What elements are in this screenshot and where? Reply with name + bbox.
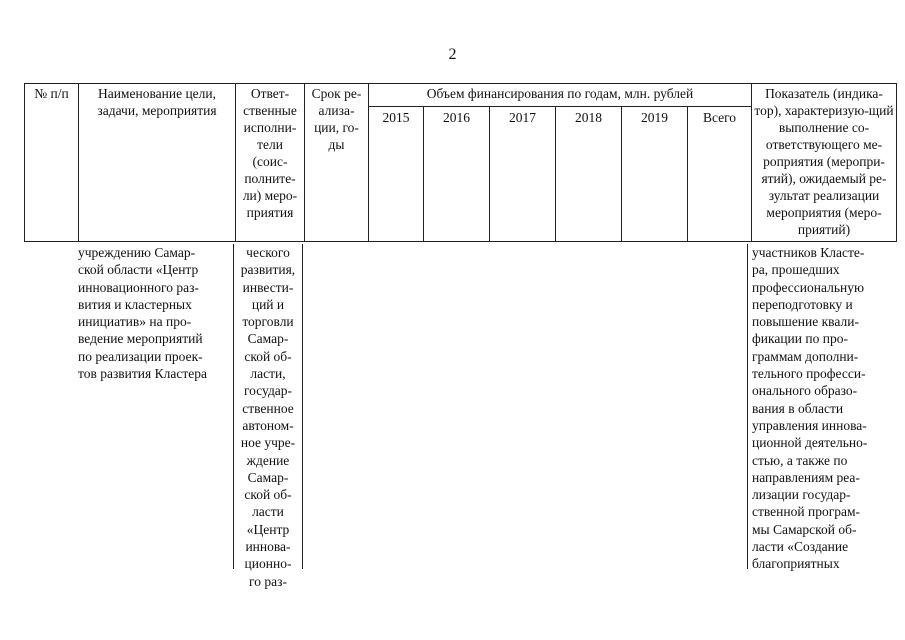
page-number: 2 xyxy=(448,46,457,63)
column-divider xyxy=(747,244,748,569)
header-year-2015: 2015 xyxy=(369,107,424,242)
header-name: Наименование цели, задачи, мероприятия xyxy=(79,84,236,242)
body-col-name: учреждению Самар- ской области «Центр инновационного раз- вития и кластерных инициатив» на про- ведение мероприятий по реализации проек- тов развития Кластера xyxy=(78,245,207,382)
header-indicator: Показатель (индика-тор), характеризую-щий выполнение со-ответствующего ме-роприятия (меропри-ятий), ожидаемый ре-зультат реализации мероприятия (меро-приятий) xyxy=(752,84,897,242)
body-col-responsible: ческого развития, инвести- ций и торговли Самар- ской об- ласти, государ- ственное автоном- ное учре- ждение Самар- ской об- ласти «Центр иннова- ционно- го раз- xyxy=(240,245,296,589)
header-term: Срок ре-ализа-ции, го-ды xyxy=(305,84,369,242)
header-year-2017: 2017 xyxy=(490,107,556,242)
header-year-2018: 2018 xyxy=(556,107,622,242)
column-divider xyxy=(302,244,303,569)
header-year-2019: 2019 xyxy=(622,107,688,242)
header-responsible: Ответ-ственные исполни-тели (соис-полните-ли) меро-приятия xyxy=(236,84,305,242)
header-funding-title: Объем финансирования по годам, млн. рублей xyxy=(369,84,752,107)
column-divider xyxy=(233,244,234,569)
body-col-indicator: участников Класте- ра, прошедших профессиональную переподготовку и повышение квали- фикации по про- граммам дополни- тельного професси- онального образо- вания в области управления иннова- ционной деятельно- стью, а также по направлениям реа- лизации государ- ственной програм- мы Самарской об- ласти «Создание благоприятных xyxy=(752,245,868,572)
header-year-total: Всего xyxy=(688,107,752,242)
table-header xyxy=(24,83,897,242)
header-num: № п/п xyxy=(25,84,79,242)
header-year-2016: 2016 xyxy=(424,107,490,242)
